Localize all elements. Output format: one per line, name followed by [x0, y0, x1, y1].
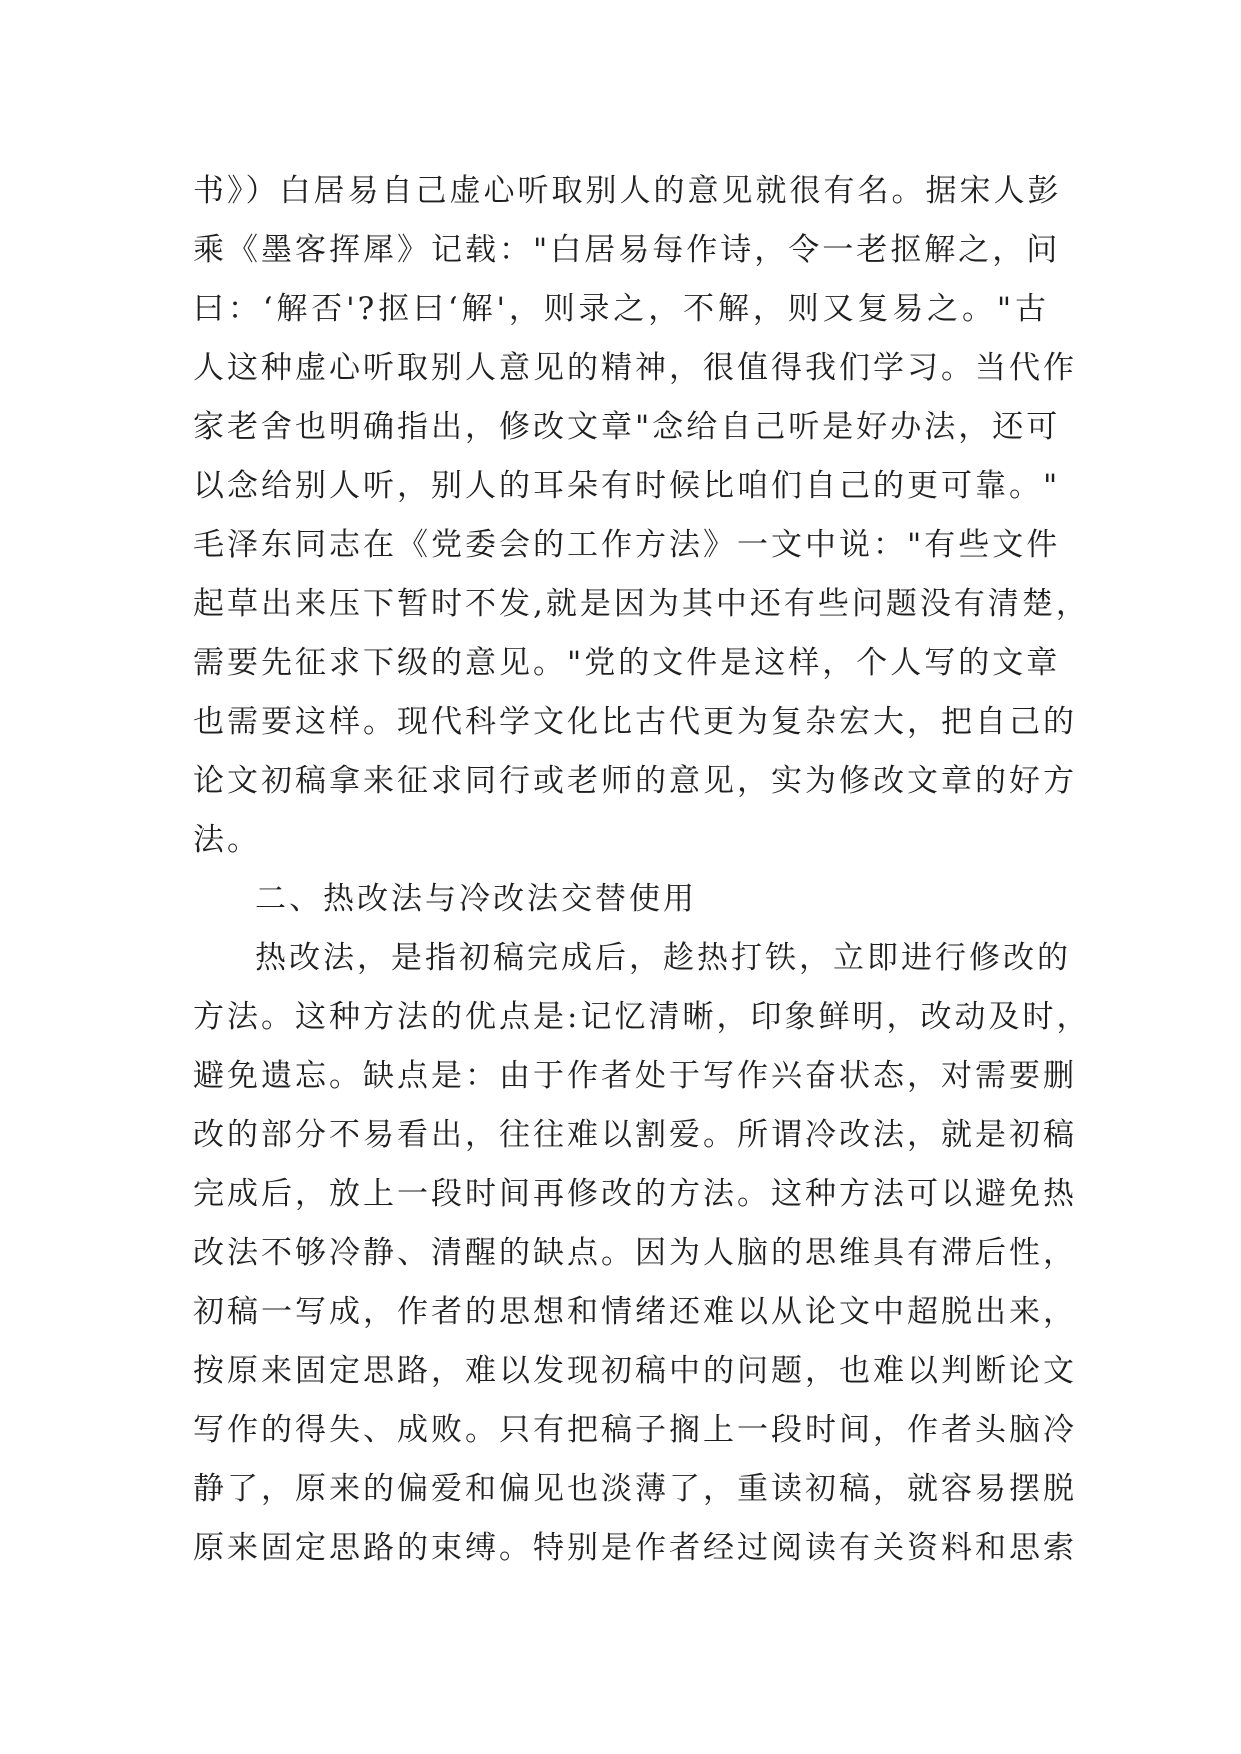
text-line: 改的部分不易看出，往往难以割爱。所谓冷改法，就是初稿	[193, 1117, 1077, 1153]
text-line: 写作的得失、成败。只有把稿子搁上一段时间，作者头脑冷	[193, 1412, 1077, 1448]
text-line: 完成后，放上一段时间再修改的方法。这种方法可以避免热	[193, 1176, 1077, 1212]
paragraph-first-line: 热改法，是指初稿完成后，趁热打铁，立即进行修改的	[255, 940, 1071, 976]
text-line: 乘《墨客挥犀》记载："白居易每作诗，令一老抠解之，问	[193, 232, 1061, 268]
text-line: 原来固定思路的束缚。特别是作者经过阅读有关资料和思索	[193, 1530, 1077, 1566]
text-line: 人这种虚心听取别人意见的精神，很值得我们学习。当代作	[193, 350, 1077, 386]
text-line: 起草出来压下暂时不发,就是因为其中还有些问题没有清楚，	[193, 586, 1090, 622]
text-line: 曰：‘解否'?抠曰‘解'，则录之，不解，则又复易之。"古	[193, 291, 1049, 327]
body-text	[193, 162, 1091, 1578]
section-heading: 二、热改法与冷改法交替使用	[255, 881, 697, 917]
text-line: 初稿一写成，作者的思想和情绪还难以从论文中超脱出来，	[193, 1294, 1077, 1330]
text-line: 需要先征求下级的意见。"党的文件是这样，个人写的文章	[193, 645, 1061, 681]
text-line: 也需要这样。现代科学文化比古代更为复杂宏大，把自己的	[193, 704, 1077, 740]
text-line: 静了，原来的偏爱和偏见也淡薄了，重读初稿，就容易摆脱	[193, 1471, 1077, 1507]
text-line: 毛泽东同志在《党委会的工作方法》一文中说："有些文件	[193, 527, 1061, 563]
text-line: 改法不够冷静、清醒的缺点。因为人脑的思维具有滞后性，	[193, 1235, 1077, 1271]
text-line: 法。	[193, 822, 261, 858]
text-line: 避免遗忘。缺点是：由于作者处于写作兴奋状态，对需要删	[193, 1058, 1077, 1094]
text-line: 书》）白居易自己虚心听取别人的意见就很有名。据宋人彭	[193, 173, 1062, 209]
text-line: 方法。这种方法的优点是:记忆清晰，印象鲜明，改动及时，	[193, 999, 1091, 1035]
text-line: 论文初稿拿来征求同行或老师的意见，实为修改文章的好方	[193, 763, 1077, 799]
text-line: 按原来固定思路，难以发现初稿中的问题，也难以判断论文	[193, 1353, 1077, 1389]
text-line: 以念给别人听，别人的耳朵有时候比咱们自己的更可靠。"	[193, 468, 1061, 504]
text-line: 家老舍也明确指出，修改文章"念给自己听是好办法，还可	[193, 409, 1061, 445]
